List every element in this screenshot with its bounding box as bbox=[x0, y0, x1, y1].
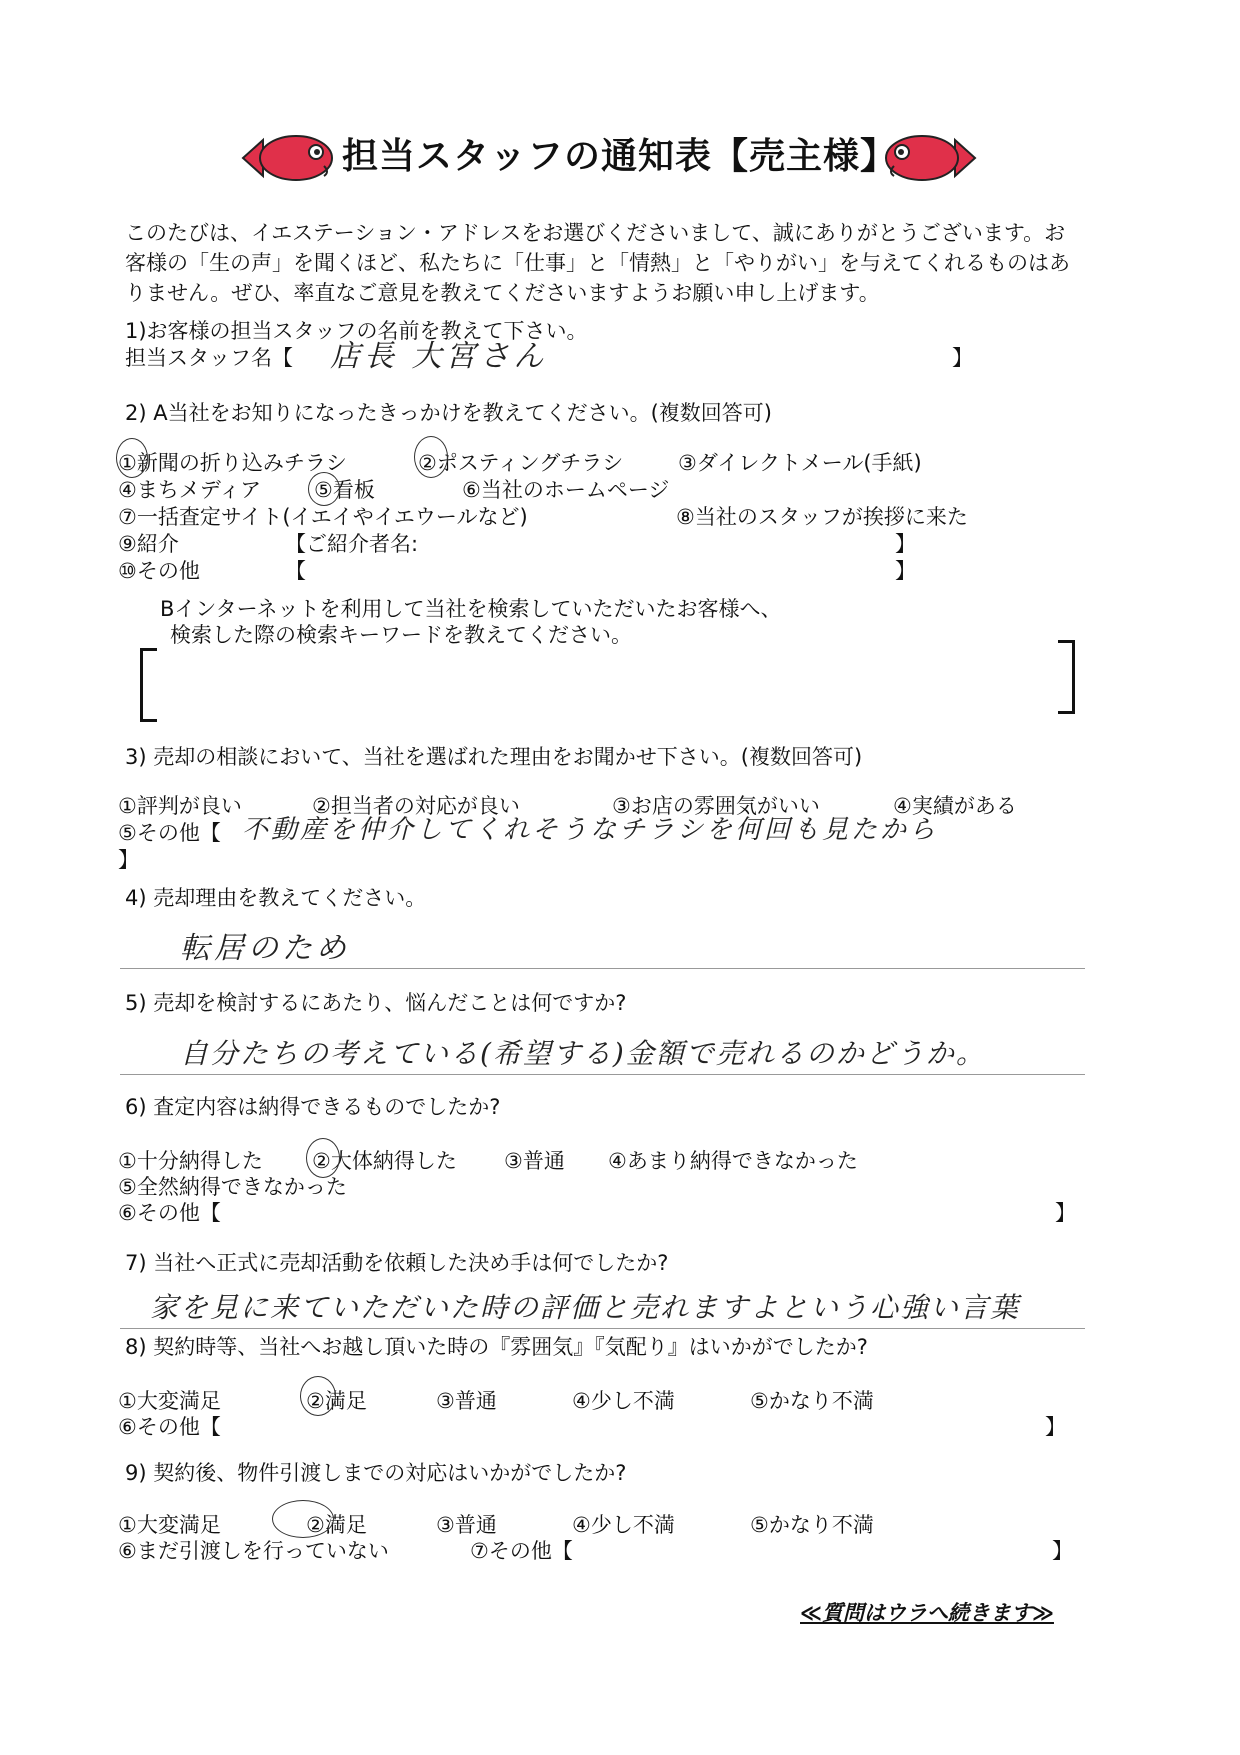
q6-option-4: ④あまり納得できなかった bbox=[608, 1149, 858, 1173]
intro-text: このたびは、イエステーション・アドレスをお選びくださいまして、誠にありがとうございます。お客様の「生の声」を聞くほど、私たちに「仕事」と「情熱」と「やりがい」を与えてくれるものはありません。ぜひ、率直なご意見を教えてくださいますようお願い申し上げます。 bbox=[125, 221, 1070, 305]
q4-question: 4) 売却理由を教えてください。 bbox=[125, 886, 427, 910]
q2-referrer-label: 【ご紹介者名: bbox=[285, 532, 419, 556]
q2-circle-1 bbox=[116, 438, 148, 478]
q9-option-4: ④少し不満 bbox=[572, 1513, 675, 1537]
q1-question: 1)お客様の担当スタッフの名前を教えて下さい。 bbox=[125, 319, 588, 343]
q7-question: 7) 当社へ正式に売却活動を依頼した決め手は何でしたか? bbox=[125, 1251, 669, 1275]
fish-left-icon bbox=[238, 128, 338, 188]
q2-option-5: ⑤看板 bbox=[314, 478, 375, 502]
keyword-box-left-bracket bbox=[140, 648, 157, 722]
q3-answer: 不動産を仲介してくれそうなチラシを何回も見たから bbox=[242, 815, 939, 845]
q9-other-close: 】 bbox=[1052, 1539, 1073, 1563]
q2-option-9: ⑨紹介 bbox=[118, 532, 179, 556]
q2-option-8: ⑧当社のスタッフが挨拶に来た bbox=[676, 505, 968, 529]
q9-option-1: ①大変満足 bbox=[118, 1513, 221, 1537]
keyword-box-right-bracket bbox=[1058, 640, 1075, 714]
q6-option-2: ②大体納得した bbox=[312, 1149, 457, 1173]
q2-b-question-2: 検索した際の検索キーワードを教えてください。 bbox=[170, 623, 632, 647]
q3-question: 3) 売却の相談において、当社を選ばれた理由をお聞かせ下さい。(複数回答可) bbox=[125, 745, 863, 769]
q3-option-4: ④実績がある bbox=[893, 794, 1017, 818]
q8-other-close: 】 bbox=[1045, 1415, 1066, 1439]
q5-answer: 自分たちの考えている(希望する)金額で売れるのかどうか。 bbox=[180, 1037, 986, 1070]
q1-label: 担当スタッフ名【 bbox=[125, 346, 293, 370]
q2-circle-2 bbox=[414, 436, 448, 478]
q5-question: 5) 売却を検討するにあたり、悩んだことは何ですか? bbox=[125, 991, 627, 1015]
q9-question: 9) 契約後、物件引渡しまでの対応はいかがでしたか? bbox=[125, 1461, 627, 1485]
q3-option-3: ③お店の雰囲気がいい bbox=[612, 794, 820, 818]
q4-answer-line bbox=[120, 968, 1085, 969]
q7-answer-line bbox=[120, 1328, 1085, 1329]
q3-option-1: ①評判が良い bbox=[118, 794, 242, 818]
q8-option-4: ④少し不満 bbox=[572, 1389, 675, 1413]
q6-other-label: ⑥その他【 bbox=[118, 1201, 221, 1225]
q2-question: 2) A当社をお知りになったきっかけを教えてください。(複数回答可) bbox=[125, 401, 772, 425]
q8-option-2: ②満足 bbox=[306, 1389, 367, 1413]
q2-circle-5 bbox=[308, 472, 340, 506]
q3-option-2: ②担当者の対応が良い bbox=[312, 794, 520, 818]
q6-circle-2 bbox=[306, 1138, 340, 1178]
q6-question: 6) 査定内容は納得できるものでしたか? bbox=[125, 1095, 501, 1119]
q3-other-label: ⑤その他【 bbox=[118, 821, 221, 845]
q5-answer-line bbox=[120, 1074, 1085, 1075]
q8-option-3: ③普通 bbox=[436, 1389, 497, 1413]
q8-option-1: ①大変満足 bbox=[118, 1389, 221, 1413]
continue-note: ≪質問はウラへ続きます≫ bbox=[800, 1601, 1054, 1625]
q2-option-3: ③ダイレクトメール(手紙) bbox=[678, 451, 922, 475]
page-title: 担当スタッフの通知表【売主様】 bbox=[342, 136, 898, 177]
q8-other-label: ⑥その他【 bbox=[118, 1415, 221, 1439]
q2-option-4: ④まちメディア bbox=[118, 478, 262, 502]
q8-circle-2 bbox=[300, 1376, 336, 1416]
q6-option-1: ①十分納得した bbox=[118, 1149, 263, 1173]
q8-option-5: ⑤かなり不満 bbox=[750, 1389, 874, 1413]
q1-close-bracket: 】 bbox=[952, 346, 973, 370]
q2-b-question-1: Bインターネットを利用して当社を検索していただいたお客様へ、 bbox=[160, 597, 782, 621]
q9-option-6: ⑥まだ引渡しを行っていない bbox=[118, 1539, 389, 1563]
q8-question: 8) 契約時等、当社へお越し頂いた時の『雰囲気』『気配り』はいかがでしたか? bbox=[125, 1335, 868, 1359]
q2-option-2: ②ポスティングチラシ bbox=[418, 451, 624, 475]
q2-referrer-close: 】 bbox=[895, 532, 916, 556]
q4-answer: 転居のため bbox=[180, 931, 350, 966]
q2-option-1: ①新聞の折り込みチラシ bbox=[118, 451, 347, 475]
q9-option-3: ③普通 bbox=[436, 1513, 497, 1537]
q9-option-2: ②満足 bbox=[306, 1513, 367, 1537]
q2-option-6: ⑥当社のホームページ bbox=[462, 478, 670, 502]
q2-other-open: 【 bbox=[285, 559, 306, 583]
q2-option-7: ⑦一括査定サイト(イエイやイエウールなど) bbox=[118, 505, 528, 529]
q6-option-5: ⑤全然納得できなかった bbox=[118, 1175, 347, 1199]
q6-other-close: 】 bbox=[1055, 1201, 1076, 1225]
q2-option-10: ⑩その他 bbox=[118, 559, 200, 583]
q2-other-close: 】 bbox=[895, 559, 916, 583]
q3-close-bracket: 】 bbox=[118, 848, 139, 872]
q9-option-5: ⑤かなり不満 bbox=[750, 1513, 874, 1537]
q9-other-label: ⑦その他【 bbox=[470, 1539, 573, 1563]
q6-option-3: ③普通 bbox=[504, 1149, 565, 1173]
q9-circle-2 bbox=[272, 1500, 334, 1538]
q1-answer: 店長 大宮さん bbox=[330, 339, 548, 374]
q7-answer: 家を見に来ていただいた時の評価と売れますよという心強い言葉 bbox=[150, 1291, 1021, 1324]
